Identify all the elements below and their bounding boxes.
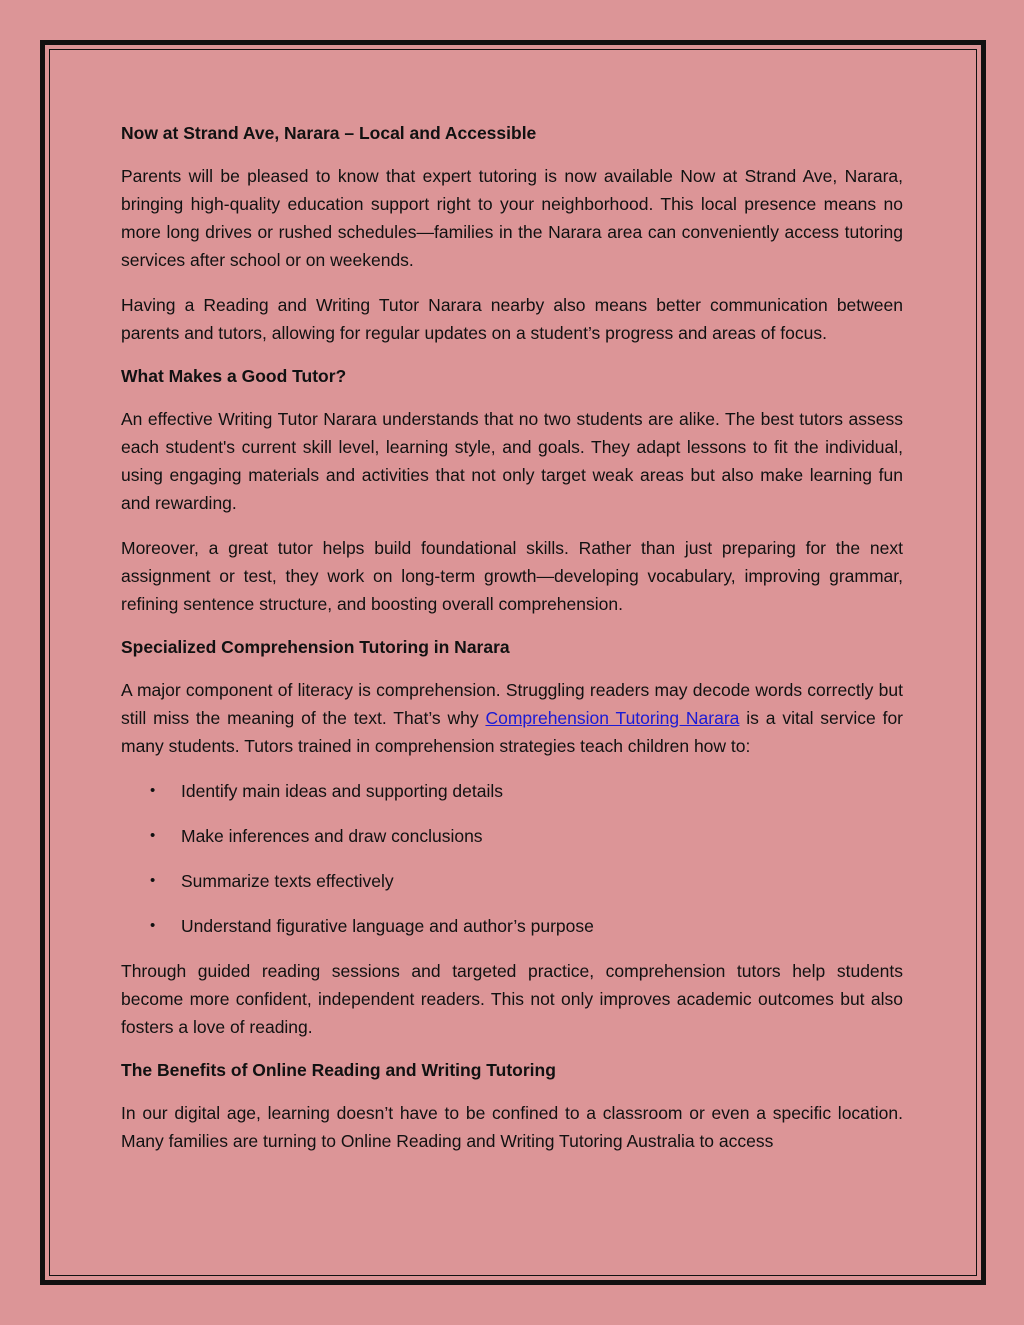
section-heading-online: The Benefits of Online Reading and Writing Tutoring xyxy=(121,1060,556,1080)
list-item-text: Identify main ideas and supporting details xyxy=(181,781,504,801)
bullet-icon: • xyxy=(150,782,156,799)
comprehension-intro-text-after: is a vital service for many students. Tutors trained in comprehension strategies teach children how to: xyxy=(121,708,903,756)
paragraph-comprehension-intro xyxy=(121,676,903,760)
section-heading-local: Now at Strand Ave, Narara – Local and Accessible xyxy=(121,123,537,143)
list-item-text: Make inferences and draw conclusions xyxy=(181,826,483,846)
section-heading-good-tutor: What Makes a Good Tutor? xyxy=(121,366,347,386)
comprehension-skills-list xyxy=(121,777,903,940)
list-item xyxy=(150,867,903,895)
bullet-icon: • xyxy=(150,872,156,889)
comprehension-intro-text: A major component of literacy is comprehension. Struggling readers may decode words correctly but still miss the meaning of the text. That’s why xyxy=(121,680,903,728)
paragraph-local-availability: Parents will be pleased to know that expert tutoring is now available Now at Strand Ave, Narara, bringing high-quality education support right to your neighborhood. This local presence means no more long drives or rushed schedules—families in the Narara area can conveniently access tutoring services after school or on weekends. xyxy=(121,166,903,270)
paragraph-online-intro: In our digital age, learning doesn’t have to be confined to a classroom or even a specific location. Many families are turning to Online Reading and Writing Tutoring Australia to access xyxy=(121,1103,903,1151)
section-heading-comprehension: Specialized Comprehension Tutoring in Narara xyxy=(121,637,510,657)
paragraph-local-communication: Having a Reading and Writing Tutor Narara nearby also means better communication between parents and tutors, allowing for regular updates on a student’s progress and areas of focus. xyxy=(121,295,903,343)
paragraph-foundational-skills: Moreover, a great tutor helps build foundational skills. Rather than just preparing for the next assignment or test, they work on long-term growth—developing vocabulary, improving grammar, refining sentence structure, and boosting overall comprehension. xyxy=(121,538,903,614)
paragraph-effective-tutor: An effective Writing Tutor Narara understands that no two students are alike. The best tutors assess each student's current skill level, learning style, and goals. They adapt lessons to fit the individual, using engaging materials and activities that not only target weak areas but also make learning fun and rewarding. xyxy=(121,409,903,513)
list-item-text: Understand figurative language and author’s purpose xyxy=(181,916,594,936)
comprehension-tutoring-link[interactable]: Comprehension Tutoring Narara xyxy=(485,708,740,728)
bullet-icon: • xyxy=(150,917,156,934)
list-item xyxy=(150,777,903,805)
list-item xyxy=(150,822,903,850)
paragraph-comprehension-closing: Through guided reading sessions and targeted practice, comprehension tutors help students become more confident, independent readers. This not only improves academic outcomes but also fosters a love of reading. xyxy=(121,961,903,1037)
list-item xyxy=(150,912,903,940)
document-body xyxy=(121,121,903,1172)
list-item-text: Summarize texts effectively xyxy=(181,871,394,891)
bullet-icon: • xyxy=(150,827,156,844)
